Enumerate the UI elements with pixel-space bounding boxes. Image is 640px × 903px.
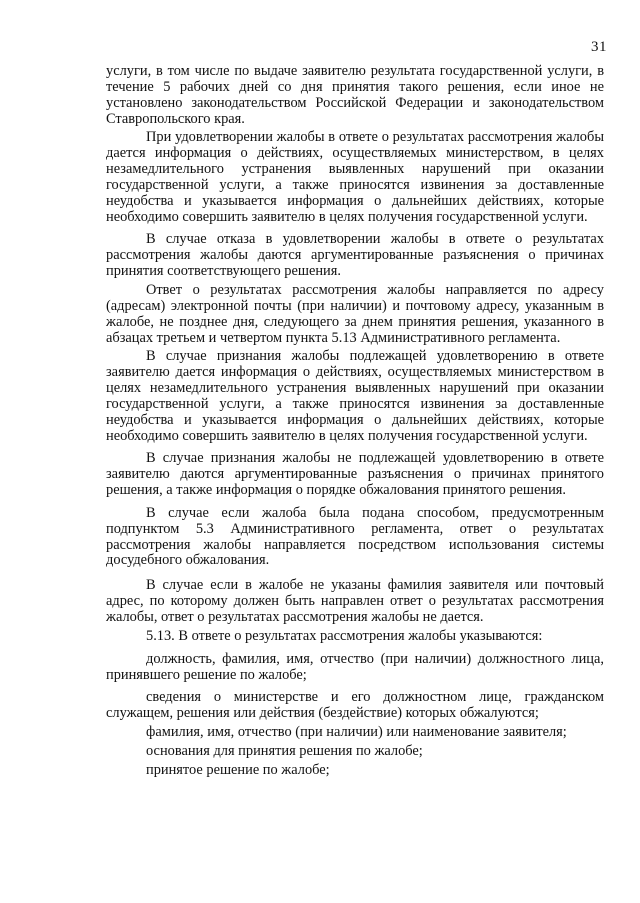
paragraph: В случае если в жалобе не указаны фамилия заявителя или почтовый адрес, по которому должен быть направлен ответ о результатах рассмотрения жалобы, ответ о результатах рассмотрения жалобы не дается. [106, 577, 604, 625]
list-item: основания для принятия решения по жалобе; [146, 742, 423, 759]
list-item: должность, фамилия, имя, отчество (при наличии) должностного лица, принявшего решение по жалобе; [106, 650, 604, 683]
document-body [106, 64, 604, 779]
paragraph: В случае отказа в удовлетворении жалобы в ответе о результатах рассмотрения жалобы даются аргументированные разъяснения о причинах принятия соответствующего решения. [106, 231, 604, 280]
paragraph: В случае признания жалобы подлежащей удовлетворению в ответе заявителю дается информация о действиях, осуществляемых министерством в целях незамедлительного устранения выявленных нарушений при оказании государственной услуги, а также приносятся извинения за доставленные неудобства и указывается информация о дальнейших действиях, которые необходимо совершить заявителю в целях получения государственной услуги. [106, 348, 604, 444]
paragraph: услуги, в том числе по выдаче заявителю результата государственной услуги, в течение 5 рабочих дней со дня принятия такого решения, если иное не установлено законодательством Российской Федерации и законодательством Ставропольского края. [106, 63, 604, 127]
paragraph: При удовлетворении жалобы в ответе о результатах рассмотрения жалобы дается информация о действиях, осуществляемых министерством, в целях незамедлительного устранения выявленных нарушений при оказании государственной услуги, а также приносятся извинения за доставленные неудобства и указывается информация о дальнейших действиях, которые необходимо совершить заявителю в целях получения государственной услуги. [106, 129, 604, 225]
paragraph: В случае если жалоба была подана способом, предусмотренным подпунктом 5.3 Административного регламента, ответ о результатах рассмотрения жалобы направляется посредством использования системы досудебного обжалования. [106, 504, 604, 569]
list-item: принятое решение по жалобе; [146, 761, 330, 778]
list-item: сведения о министерстве и его должностном лице, гражданском служащем, решения или действия (бездействие) которых обжалуются; [106, 689, 604, 722]
page-number: 31 [591, 39, 607, 55]
paragraph: 5.13. В ответе о результатах рассмотрения жалобы указываются: [146, 627, 543, 644]
paragraph: В случае признания жалобы не подлежащей удовлетворению в ответе заявителю даются аргументированные разъяснения о причинах принятого решения, а также информация о порядке обжалования принятого решения. [106, 450, 604, 499]
paragraph: Ответ о результатах рассмотрения жалобы направляется по адресу (адресам) электронной почты (при наличии) и почтовому адресу, указанным в жалобе, не позднее дня, следующего за днем принятия решения, указанного в абзацах третьем и четвертом пункта 5.13 Административного регламента. [106, 281, 604, 346]
list-item: фамилия, имя, отчество (при наличии) или наименование заявителя; [146, 724, 567, 741]
